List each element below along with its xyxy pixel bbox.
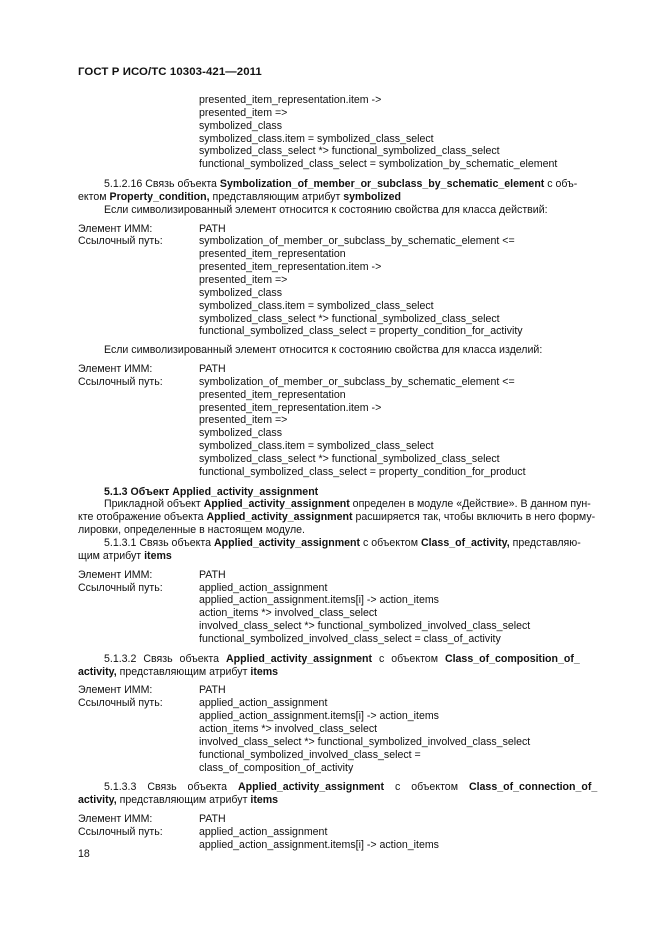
- ref-label: Ссылочный путь:: [78, 235, 163, 248]
- path-line: presented_item_representation.item ->: [199, 401, 382, 414]
- path-keyword: PATH: [199, 684, 226, 697]
- path-keyword: PATH: [199, 363, 226, 376]
- elem-label: Элемент ИММ:: [78, 363, 153, 376]
- clause-5-1-3-3-title: 5.1.3.3 Связь объекта Applied_activity_assignment с объектом Class_of_connection_of_: [104, 781, 598, 794]
- path-line: symbolized_class: [199, 427, 283, 440]
- path-line: action_items *> involved_class_select: [199, 722, 378, 735]
- section-5-1-3-heading: 5.1.3 Объект Applied_activity_assignment: [104, 485, 319, 498]
- mapping-block: [78, 363, 615, 479]
- path-keyword: PATH: [199, 568, 226, 581]
- ref-label: Ссылочный путь:: [78, 375, 163, 388]
- path-line: symbolized_class_select *> functional_symbolized_class_select: [199, 145, 500, 158]
- clause-5-1-3-1-title: 5.1.3.1 Связь объекта Applied_activity_assignment с объектом Class_of_activity, представляю-: [104, 537, 581, 549]
- elem-label: Элемент ИММ:: [78, 813, 153, 826]
- page-number: 18: [78, 848, 90, 860]
- path-line: applied_action_assignment: [199, 697, 328, 710]
- condition-text: Если символизированный элемент относится к состоянию свойства для класса действий:: [104, 203, 548, 216]
- path-line: symbolized_class.item = symbolized_class_select: [199, 440, 434, 453]
- path-line: functional_symbolized_class_select = property_condition_for_product: [199, 465, 526, 478]
- clause-5-1-2-16-title: 5.1.2.16 Связь объекта Symbolization_of_member_or_subclass_by_schematic_element с объ-: [104, 178, 578, 191]
- clause-5-1-3-1-title-cont: щим атрибут items: [78, 549, 172, 562]
- path-line: symbolization_of_member_or_subclass_by_schematic_element <=: [199, 375, 515, 388]
- path-line: symbolized_class_select *> functional_symbolized_class_select: [199, 452, 500, 465]
- mapping-block: [78, 223, 615, 339]
- ref-label: Ссылочный путь:: [78, 581, 163, 594]
- path-line: involved_class_select *> functional_symbolized_involved_class_select: [199, 735, 531, 748]
- document-body: [78, 94, 615, 852]
- path-line: involved_class_select *> functional_symbolized_involved_class_select: [199, 620, 531, 633]
- path-line: applied_action_assignment.items[i] -> action_items: [199, 710, 439, 723]
- path-line: presented_item =>: [199, 273, 288, 286]
- mapping-block: [78, 569, 615, 646]
- path-line: presented_item_representation: [199, 388, 346, 401]
- section-5-1-3-text: Прикладной объект Applied_activity_assignment определен в модуле «Действие». В данном пун-: [104, 498, 591, 511]
- elem-label: Элемент ИММ:: [78, 684, 153, 697]
- section-5-1-3-text-cont: кте отображение объекта Applied_activity_assignment расширяется так, чтобы включить в него форму-: [78, 511, 596, 524]
- mapping-block: [78, 813, 615, 852]
- clause-5-1-3-2-title: 5.1.3.2 Связь объекта Applied_activity_assignment с объектом Class_of_composition_of_: [104, 652, 580, 665]
- path-line: symbolized_class.item = symbolized_class_select: [199, 132, 434, 145]
- path-line: action_items *> involved_class_select: [199, 607, 378, 620]
- path-line: presented_item =>: [199, 106, 288, 119]
- page-header: ГОСТ Р ИСО/ТС 10303-421—2011: [78, 66, 262, 78]
- elem-label: Элемент ИММ:: [78, 568, 153, 581]
- path-line: symbolized_class: [199, 119, 283, 132]
- section-5-1-3-text-end: лировки, определенные в настоящем модуле.: [78, 524, 305, 537]
- elem-label: Элемент ИММ:: [78, 222, 153, 235]
- path-line: presented_item =>: [199, 414, 288, 427]
- path-line: applied_action_assignment: [199, 581, 328, 594]
- clause-5-1-3-3-title-cont: activity, представляющим атрибут items: [78, 794, 279, 807]
- path-continuation: [199, 94, 615, 171]
- path-line: symbolized_class_select *> functional_symbolized_class_select: [199, 312, 500, 325]
- ref-label: Ссылочный путь:: [78, 825, 163, 838]
- path-line: functional_symbolized_involved_class_select =: [199, 748, 421, 761]
- path-line: applied_action_assignment: [199, 825, 328, 838]
- path-line: symbolized_class.item = symbolized_class_select: [199, 299, 434, 312]
- path-line: functional_symbolized_involved_class_select = class_of_activity: [199, 632, 501, 645]
- ref-label: Ссылочный путь:: [78, 697, 163, 710]
- path-line: functional_symbolized_class_select = property_condition_for_activity: [199, 325, 523, 338]
- path-line: symbolized_class: [199, 286, 283, 299]
- clause-5-1-3-2-title-cont: activity, представляющим атрибут items: [78, 665, 279, 678]
- path-line: presented_item_representation.item ->: [199, 261, 382, 274]
- path-line: presented_item_representation.item ->: [199, 94, 382, 106]
- path-line: applied_action_assignment.items[i] -> action_items: [199, 838, 439, 851]
- path-line: functional_symbolized_class_select = symbolization_by_schematic_element: [199, 158, 558, 171]
- path-line: class_of_composition_of_activity: [199, 761, 354, 774]
- condition-text: Если символизированный элемент относится к состоянию свойства для класса изделий:: [104, 344, 543, 357]
- path-line: applied_action_assignment.items[i] -> action_items: [199, 594, 439, 607]
- path-keyword: PATH: [199, 222, 226, 235]
- path-line: presented_item_representation: [199, 248, 346, 261]
- clause-5-1-2-16-title-cont: ектом Property_condition, представляющим атрибут symbolized: [78, 190, 401, 203]
- path-keyword: PATH: [199, 813, 226, 826]
- mapping-block: [78, 684, 615, 774]
- path-line: symbolization_of_member_or_subclass_by_schematic_element <=: [199, 235, 515, 248]
